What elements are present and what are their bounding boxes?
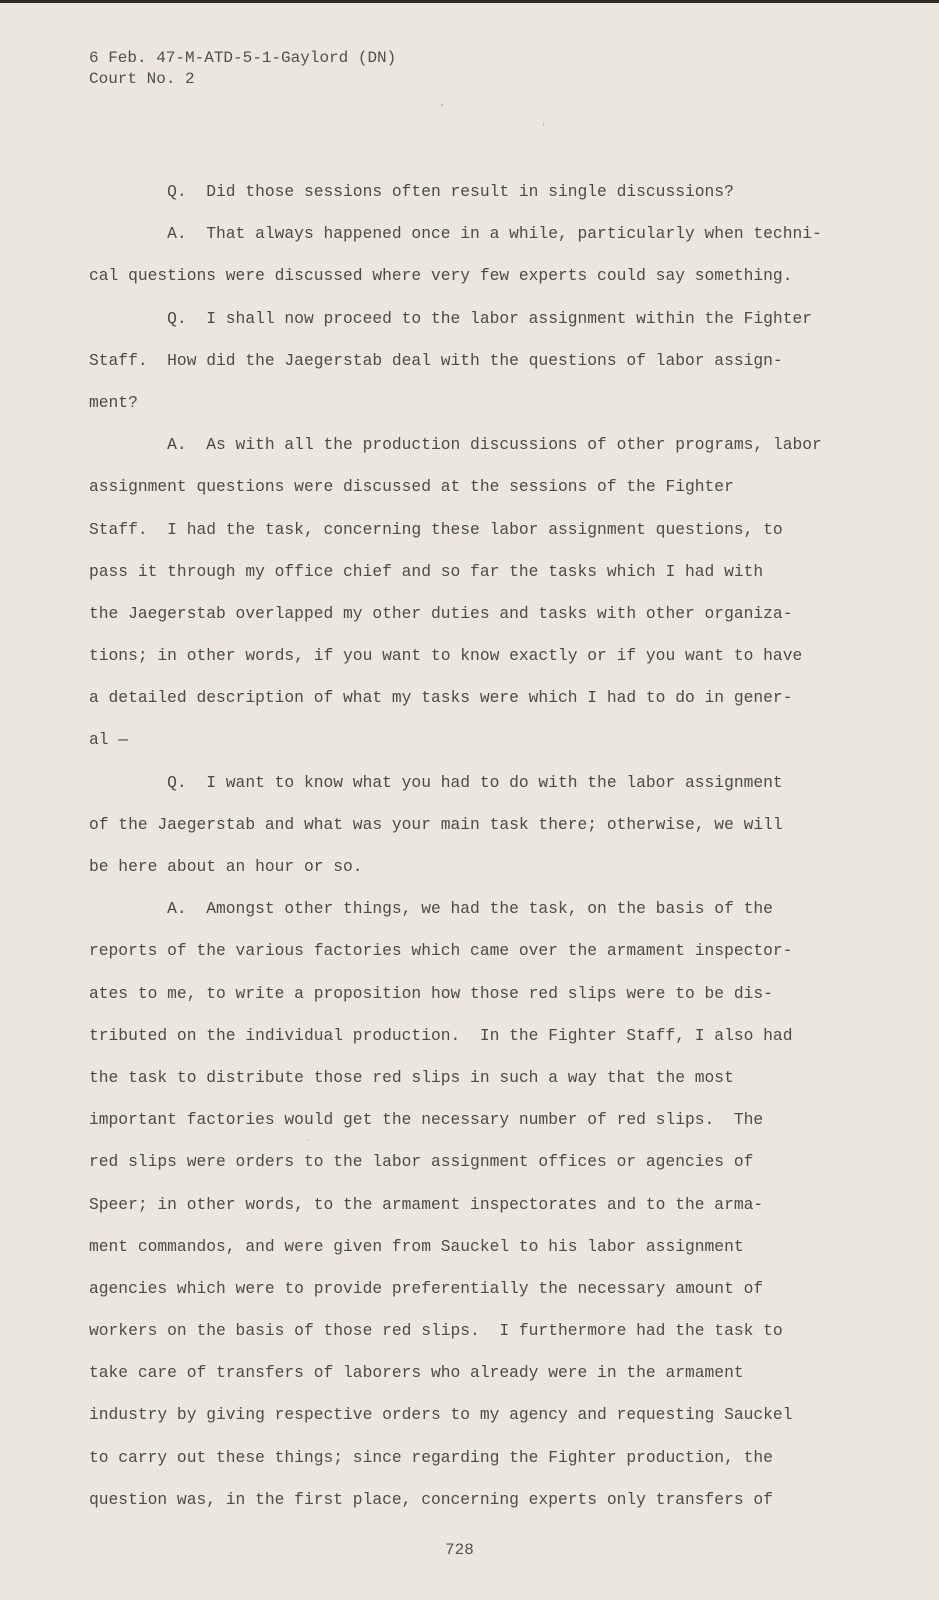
document-header [89, 48, 396, 90]
paper-speck [307, 1139, 308, 1141]
text-line: red slips were orders to the labor assignment offices or agencies of [89, 1152, 754, 1172]
text-line: industry by giving respective orders to my agency and requesting Sauckel [89, 1405, 793, 1425]
paper-speck [441, 104, 443, 106]
text-line: question was, in the first place, concerning experts only transfers of [89, 1489, 773, 1509]
text-line: pass it through my office chief and so far the tasks which I had with [89, 561, 764, 581]
paper-speck [543, 123, 544, 126]
text-line: ates to me, to write a proposition how those red slips were to be dis- [89, 983, 773, 1003]
transcript-body [89, 171, 849, 1521]
page-number: 728 [445, 1541, 474, 1559]
text-line: tributed on the individual production. In the Fighter Staff, I also had [89, 1025, 793, 1045]
header-line-2: Court No. 2 [89, 70, 195, 88]
text-line: be here about an hour or so. [89, 857, 363, 876]
text-line: Q. I shall now proceed to the labor assignment within the Fighter [89, 308, 813, 328]
text-line: of the Jaegerstab and what was your main task there; otherwise, we will [89, 814, 783, 834]
text-line: ment commandos, and were given from Sauckel to his labor assignment [89, 1236, 744, 1256]
text-line: workers on the basis of those red slips. I furthermore had the task to [89, 1321, 783, 1341]
text-line: take care of transfers of laborers who already were in the armament [89, 1363, 744, 1383]
text-line: A. Amongst other things, we had the task, on the basis of the [89, 899, 773, 919]
text-line: cal questions were discussed where very few experts could say something. [89, 266, 793, 286]
text-line: A. That always happened once in a while, particularly when techni- [89, 224, 822, 244]
text-line: important factories would get the necessary number of red slips. The [89, 1110, 764, 1130]
text-line: assignment questions were discussed at the sessions of the Fighter [89, 477, 734, 497]
text-line: tions; in other words, if you want to know exactly or if you want to have [89, 646, 803, 666]
text-line: ment? [89, 392, 138, 412]
text-line: to carry out these things; since regarding the Fighter production, the [89, 1447, 773, 1467]
text-line: a detailed description of what my tasks were which I had to do in gener- [89, 688, 793, 708]
text-line: Speer; in other words, to the armament inspectorates and to the arma- [89, 1194, 764, 1214]
text-line: Staff. How did the Jaegerstab deal with the questions of labor assign- [89, 350, 783, 370]
text-line: the Jaegerstab overlapped my other duties and tasks with other organiza- [89, 603, 793, 623]
text-line: A. As with all the production discussions of other programs, labor [89, 435, 822, 455]
text-line: Staff. I had the task, concerning these labor assignment questions, to [89, 519, 783, 539]
text-line: Q. I want to know what you had to do with the labor assignment [89, 772, 783, 792]
text-line: the task to distribute those red slips in such a way that the most [89, 1067, 734, 1087]
text-line: Q. Did those sessions often result in single discussions? [89, 182, 734, 201]
text-line: agencies which were to provide preferentially the necessary amount of [89, 1278, 764, 1298]
text-line: al — [89, 730, 129, 750]
text-line: reports of the various factories which came over the armament inspector- [89, 941, 793, 961]
header-line-1: 6 Feb. 47-M-ATD-5-1-Gaylord (DN) [89, 49, 397, 67]
